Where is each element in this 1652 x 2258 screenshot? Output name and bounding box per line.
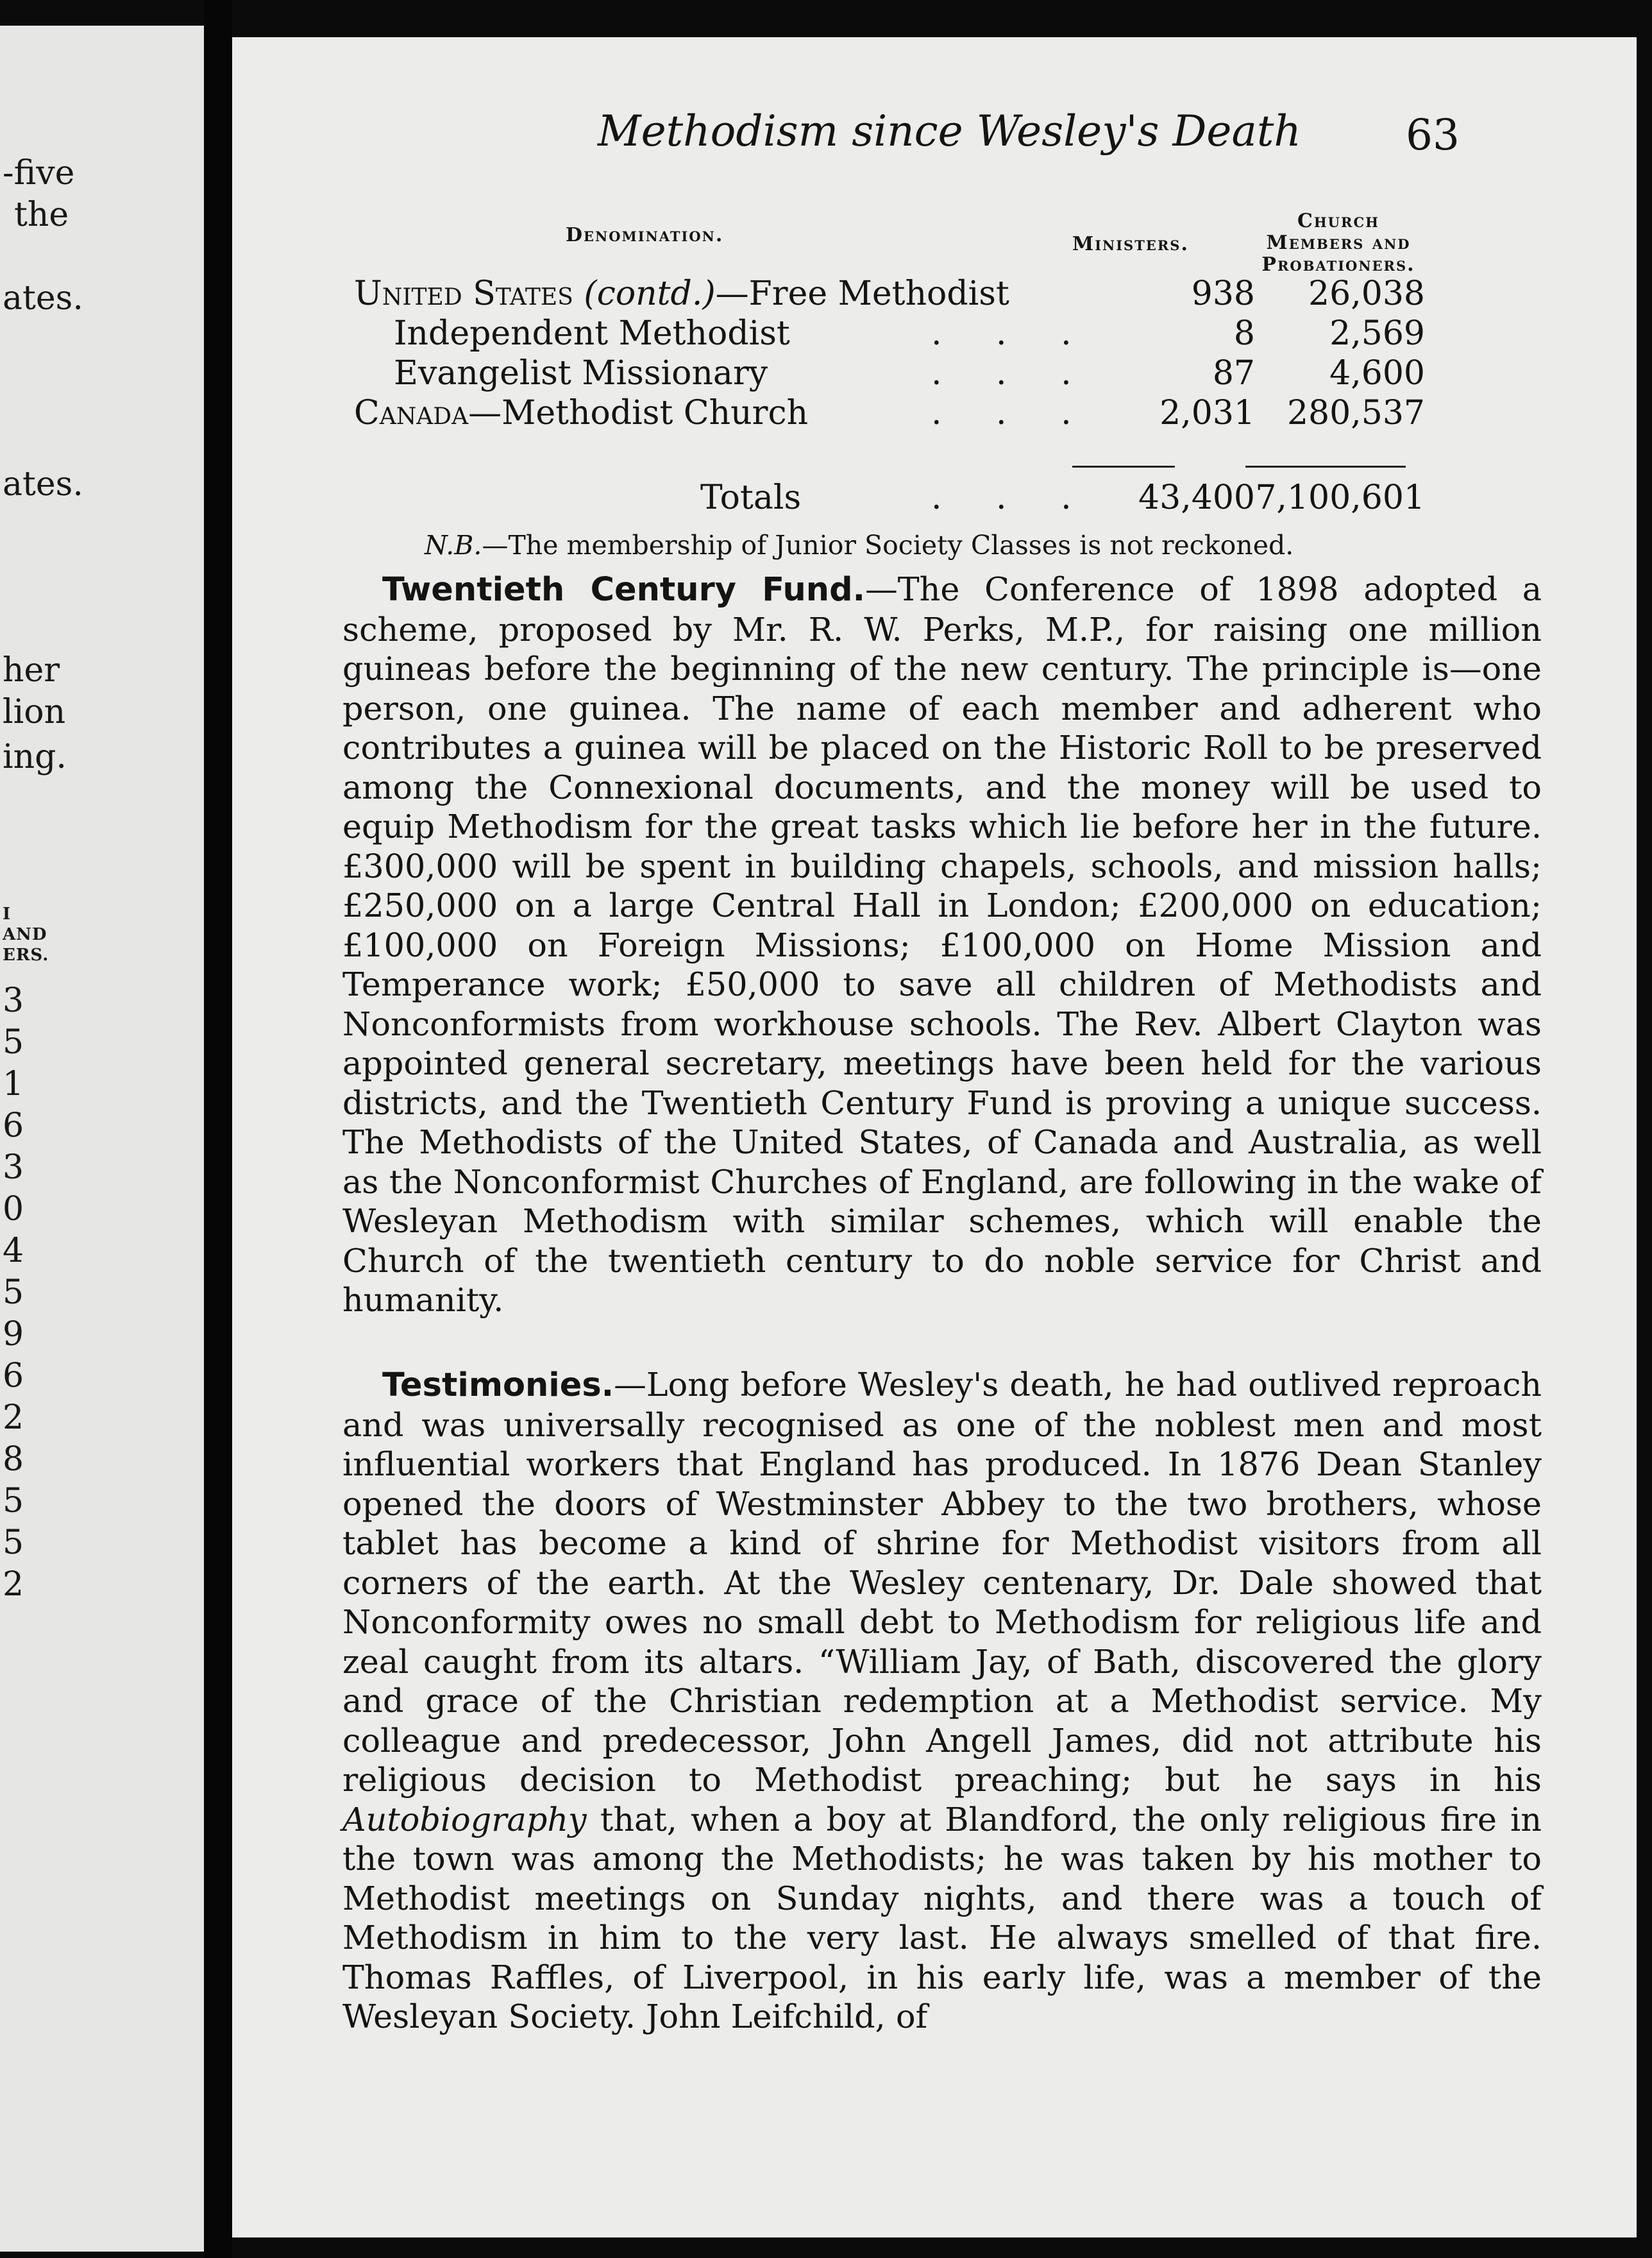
- facing-page-fragment: 5: [3, 1273, 24, 1312]
- table-row: [354, 354, 1540, 394]
- facing-page-fragment: ates.: [3, 279, 83, 318]
- column-header-denomination: Denomination.: [566, 224, 724, 246]
- row-denomination: [354, 394, 808, 432]
- column-rule-members: [1245, 466, 1406, 468]
- running-title: Methodism since Wesley's Death: [598, 106, 1301, 156]
- facing-page-fragment: AND: [3, 925, 47, 944]
- leader-dots: . . .: [931, 394, 1093, 432]
- totals-members: 7,100,601: [1255, 479, 1425, 517]
- facing-page-fragment: 6: [3, 1107, 24, 1145]
- book-title: Autobiography: [342, 1800, 587, 1838]
- row-members: 280,537: [1286, 394, 1425, 432]
- row-country: United States: [354, 275, 573, 313]
- facing-page-fragment: 6: [3, 1357, 24, 1395]
- facing-page-edge: [0, 26, 204, 2252]
- row-ministers: 2,031: [1159, 394, 1255, 432]
- facing-page-fragment: ERS.: [3, 946, 49, 965]
- facing-page-fragment: 4: [3, 1232, 24, 1270]
- book-page: [232, 37, 1637, 2237]
- facing-page-fragment: 8: [3, 1440, 24, 1479]
- facing-page-fragment: lion: [3, 693, 66, 731]
- column-header-members: [1242, 210, 1435, 276]
- table-footnote: [425, 530, 1294, 561]
- leader-dots: . . .: [931, 354, 1093, 393]
- table-row: [354, 275, 1540, 314]
- facing-page-fragment: -five: [3, 154, 75, 192]
- facing-page-fragment: 0: [3, 1190, 24, 1228]
- leader-dots: . . .: [931, 479, 1093, 517]
- row-country: Canada: [354, 394, 469, 432]
- row-ministers: 938: [1191, 275, 1255, 313]
- row-name: —Free Methodist: [715, 275, 1009, 313]
- facing-page-fragment: ates.: [3, 465, 83, 504]
- facing-page-fragment: the: [14, 196, 69, 234]
- section-lead-heading: Testimonies.: [382, 1366, 614, 1404]
- page-number: 63: [1406, 110, 1460, 160]
- row-name: Evangelist Missionary: [394, 354, 768, 393]
- book-gutter: [204, 0, 232, 2258]
- row-denomination: [354, 275, 1009, 313]
- row-country-note: (contd.): [584, 275, 716, 313]
- facing-page-fragment: 5: [3, 1023, 24, 1062]
- row-members: 4,600: [1329, 354, 1425, 393]
- facing-page-fragment: 3: [3, 1148, 24, 1187]
- totals-ministers: 43,400: [1138, 479, 1255, 517]
- totals-label: Totals: [700, 479, 802, 517]
- table-row: [354, 314, 1540, 354]
- row-members: 26,038: [1308, 275, 1425, 313]
- facing-page-fragment: ing.: [3, 738, 67, 776]
- facing-page-fragment: her: [3, 651, 60, 690]
- column-header-members-line: Church: [1297, 210, 1380, 232]
- row-ministers: 87: [1212, 354, 1255, 393]
- facing-page-fragment: 2: [3, 1398, 24, 1437]
- facing-page-fragment: 5: [3, 1482, 24, 1520]
- facing-page-fragment: I: [3, 904, 12, 924]
- footnote-label: N.B.: [425, 530, 482, 561]
- row-name: Independent Methodist: [394, 314, 790, 353]
- column-header-members-line: Members and: [1266, 232, 1411, 254]
- facing-page-fragment: 1: [3, 1065, 24, 1103]
- totals-row: [354, 479, 1540, 518]
- paragraph-text: —Long before Wesley's death, he had outlived reproach and was universally recognised as one of the noblest men and most influential workers that England has produced. In 1876 Dean Stanley opened the doors of Westminster Abbey to the two brothers, whose tablet has become a kind of shrine for Methodist visitors from all corners of the earth. At the Wesley centenary, Dr. Dale showed that Nonconformity owes no small debt to Methodism for religious life and zeal caught from its altars. “William Jay, of Bath, discovered the glory and grace of the Christian redemption at a Methodist service. My colleague and predecessor, John Angell James, did not attribute his religious decision to Methodist preaching; but he says in his: [342, 1366, 1542, 1799]
- table-row: [354, 394, 1540, 434]
- row-ministers: 8: [1233, 314, 1255, 353]
- paragraph-testimonies: [342, 1365, 1542, 2037]
- footnote-text: —The membership of Junior Society Classes is not reckoned.: [482, 530, 1294, 561]
- row-members: 2,569: [1329, 314, 1425, 353]
- paragraph-text: that, when a boy at Blandford, the only religious fire in the town was among the Methodists; he was taken by his mother to Methodist meetings on Sunday nights, and there was a touch of Methodism in him to the very last. He always smelled of that fire. Thomas Raffles, of Liverpool, in his early life, was a member of the Wesleyan Society. John Leifchild, of: [342, 1800, 1542, 2035]
- facing-page-fragment: 3: [3, 981, 24, 1020]
- section-lead-heading: Twentieth Century Fund.: [382, 571, 865, 609]
- column-header-ministers: Ministers.: [1072, 233, 1189, 255]
- paragraph-text: —The Conference of 1898 adopted a scheme, proposed by Mr. R. W. Perks, M.P., for raising one million guineas before the beginning of the new century. The principle is—one person, one guinea. The name of each member and adherent who contributes a guinea will be placed on the Historic Roll to be preserved among the Connexional documents, and the money will be used to equip Methodism for the great tasks which lie before her in the future. £300,000 will be spent in building chapels, schools, and mission halls; £250,000 on a large Central Hall in London; £200,000 on education; £100,000 on Foreign Missions; £100,000 on Home Mission and Temperance work; £50,000 to save all children of Methodists and Nonconformists from workhouse schools. The Rev. Albert Clayton was appointed general secretary, meetings have been held for the various districts, and the Twentieth Century Fund is proving a unique success. The Methodists of the United States, of Canada and Australia, as well as the Nonconformist Churches of England, are following in the wake of Wesleyan Methodism with similar schemes, which will enable the Church of the twentieth century to do noble service for Christ and humanity.: [342, 570, 1542, 1319]
- facing-page-fragment: 9: [3, 1315, 24, 1354]
- column-header-members-line: Probationers.: [1261, 253, 1415, 276]
- row-name: —Methodist Church: [468, 394, 809, 432]
- facing-page-fragment: 2: [3, 1565, 24, 1604]
- leader-dots: . . .: [931, 314, 1093, 353]
- facing-page-fragment: 5: [3, 1524, 24, 1562]
- paragraph-twentieth-century-fund: [342, 570, 1542, 1320]
- column-rule-ministers: [1072, 466, 1175, 468]
